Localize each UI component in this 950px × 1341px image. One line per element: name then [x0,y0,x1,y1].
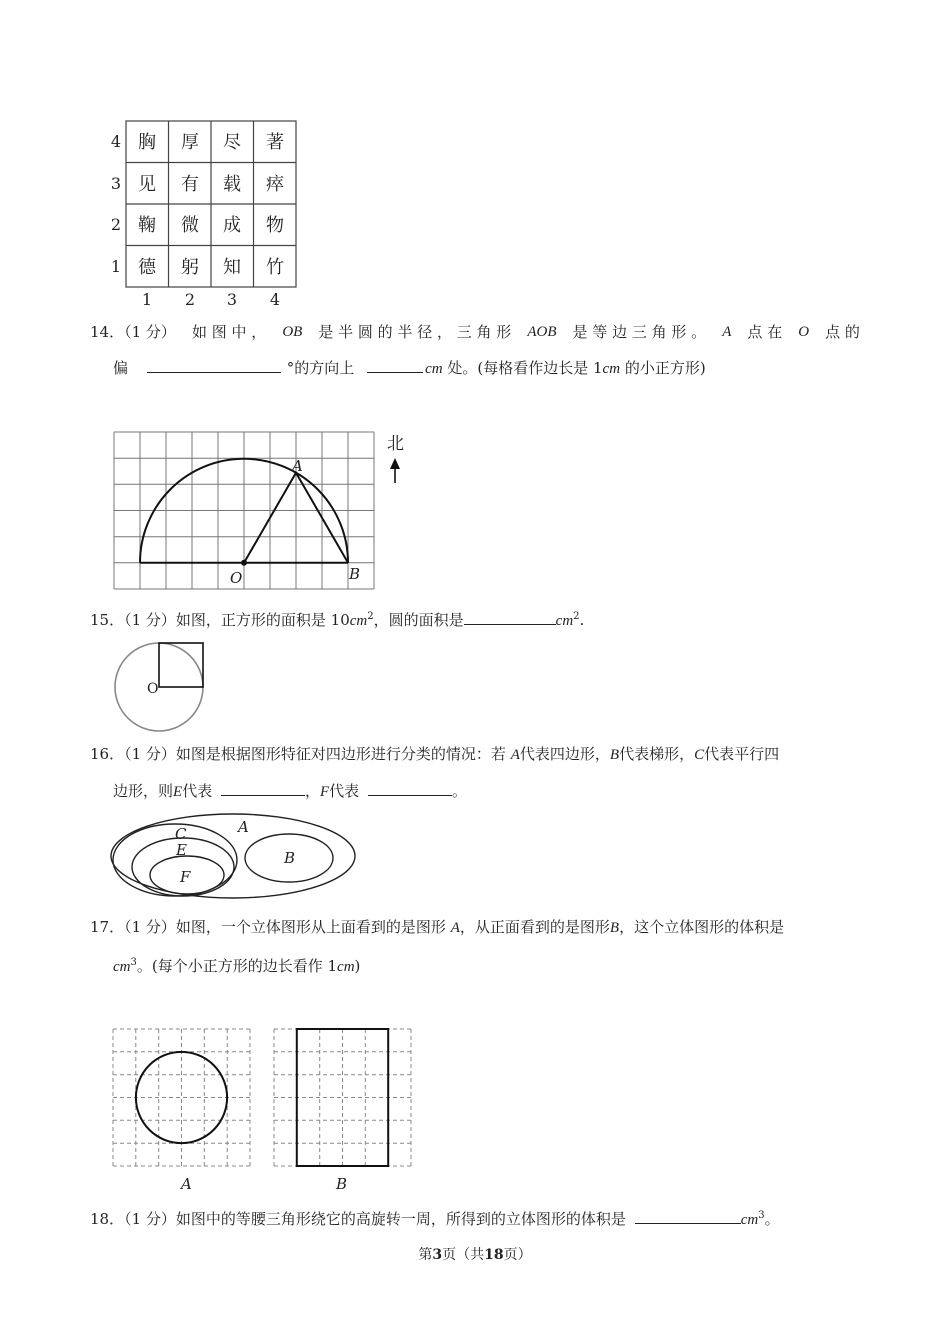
set-label-C: C [175,825,187,843]
quadrilateral-venn-figure [108,812,358,902]
unit-label: cm [349,613,368,629]
col-label: 1 [141,290,153,309]
question-score: （1 分） [124,745,176,763]
col-label: 4 [269,290,281,309]
set-label-F: F [180,868,191,886]
grid-cell: 有 [181,174,199,195]
math-label: B [609,920,620,936]
col-label: 2 [184,290,196,309]
question-text: 。 [764,1210,780,1228]
point-label-B: B [349,565,361,583]
grid-cell: 胸 [138,132,156,153]
answer-blank-direction[interactable] [147,358,281,373]
question-text: 如图，一个立体图形从上面看到的是图形 [175,918,446,936]
question-text: 代表 [182,782,213,800]
question-17-line-1 [90,916,784,939]
question-number: 18． [90,1210,125,1228]
question-16-line-2 [113,780,467,803]
grid-cell: 见 [138,174,156,195]
answer-blank-F[interactable] [368,781,452,796]
row-label: 3 [110,174,122,193]
math-label: OB [282,324,303,340]
unit-label: cm [740,1212,759,1228]
unit-label: cm [113,959,131,975]
question-text: 是 等 边 三 角 形 。 [572,323,707,341]
answer-blank-E[interactable] [221,781,305,796]
math-label: B [609,747,620,763]
grid-cell: 知 [223,257,241,278]
figure-label-A: A [181,1175,192,1193]
question-text: . [579,611,585,629]
question-number: 17． [90,918,125,936]
point-label-O: O [230,569,243,587]
question-number: 14． [90,323,125,341]
set-label-A: A [238,818,249,836]
unit-label: cm [602,361,621,377]
question-text: 代表四边形， [519,745,610,763]
question-text: 是 半 圆 的 半 径 ， 三 角 形 [318,323,512,341]
math-label: AOB [527,324,557,340]
question-text: 边形，则 [113,782,174,800]
question-14-line-2 [113,357,706,380]
math-label: A [510,747,520,763]
row-label: 1 [110,257,122,276]
question-text: 如图，正方形的面积是 10 [175,611,350,629]
set-label-B: B [284,849,296,867]
view-figures [108,1024,418,1196]
math-label: E [173,784,183,800]
grid-cell: 微 [181,215,199,236]
set-label-E: E [176,841,187,859]
math-label: A [722,324,732,340]
question-number: 16． [90,745,125,763]
question-text: 点 的 [825,323,860,341]
superscript: 3 [130,957,137,968]
question-text: ， [304,782,320,800]
center-label-O: O [147,681,159,697]
semicircle-grid-figure [100,425,420,595]
grid-cell: 厚 [181,132,199,153]
total-pages: 18 [484,1247,504,1263]
answer-blank-distance[interactable] [367,358,423,373]
grid-cell: 竹 [266,257,284,278]
question-16-line-1 [90,743,779,766]
question-number: 15． [90,611,125,629]
math-label: F [320,784,330,800]
question-score: （1 分） [124,611,176,629]
question-15 [90,606,584,632]
question-14-line-1 [90,321,860,343]
question-text: 如图中的等腰三角形绕它的高旋转一周，所得到的立体图形的体积是 [175,1210,626,1228]
question-text: °的方向上 [286,359,355,377]
grid-cell: 著 [266,132,284,153]
row-label: 4 [110,132,122,151]
answer-blank-circle-area[interactable] [464,610,556,625]
question-text: 代表 [329,782,360,800]
north-label: 北 [387,434,404,454]
grid-cell: 鞠 [138,215,156,236]
grid-cell: 德 [138,257,156,278]
col-label: 3 [226,290,238,309]
question-text: ，这个立体图形的体积是 [619,918,785,936]
question-text: 的小正方形) [624,359,706,377]
superscript: 3 [758,1210,765,1221]
question-score: （1 分） [124,323,176,341]
question-text: 代表平行四 [704,745,780,763]
superscript: 2 [573,611,580,622]
question-17-line-2 [113,952,360,978]
question-text: ) [354,957,361,975]
math-label: O [798,324,810,340]
question-text: ，从正面看到的是图形 [459,918,610,936]
footer-text: 第 [418,1247,433,1263]
grid-cell: 尽 [223,132,241,153]
character-grid-figure [100,115,310,315]
question-text: 偏 [113,359,129,377]
question-text: 如 图 中 ， [191,323,267,341]
question-text: 点 在 [747,323,783,341]
math-label: C [694,747,705,763]
unit-label: cm [425,361,443,377]
question-text: 。 [451,782,467,800]
question-score: （1 分） [124,918,176,936]
grid-cell: 躬 [181,257,199,278]
circle-square-figure [110,638,210,736]
page-number: 3 [432,1247,443,1263]
answer-blank-volume[interactable] [635,1209,741,1224]
footer-text: 页（共 [442,1247,485,1263]
math-label: A [450,920,460,936]
grid-cell: 成 [223,215,241,236]
question-text: ，圆的面积是 [373,611,464,629]
question-text: 。(每个小正方形的边长看作 1 [136,957,338,975]
unit-label: cm [337,959,355,975]
question-text: 处。(每格看作边长是 1 [447,359,603,377]
grid-cell: 瘁 [266,174,284,195]
north-arrow-icon [390,458,400,483]
question-18 [90,1205,780,1231]
point-label-A: A [292,457,303,475]
grid-cell: 物 [266,215,284,236]
question-score: （1 分） [124,1210,176,1228]
grid-cell: 载 [223,174,241,195]
superscript: 2 [367,611,374,622]
question-text: 代表梯形， [619,745,695,763]
footer-text: 页） [503,1247,532,1263]
page-footer [0,1244,950,1264]
unit-label: cm [555,613,574,629]
question-text: 如图是根据图形特征对四边形进行分类的情况：若 [175,745,506,763]
row-label: 2 [110,215,122,234]
figure-label-B: B [336,1175,348,1193]
